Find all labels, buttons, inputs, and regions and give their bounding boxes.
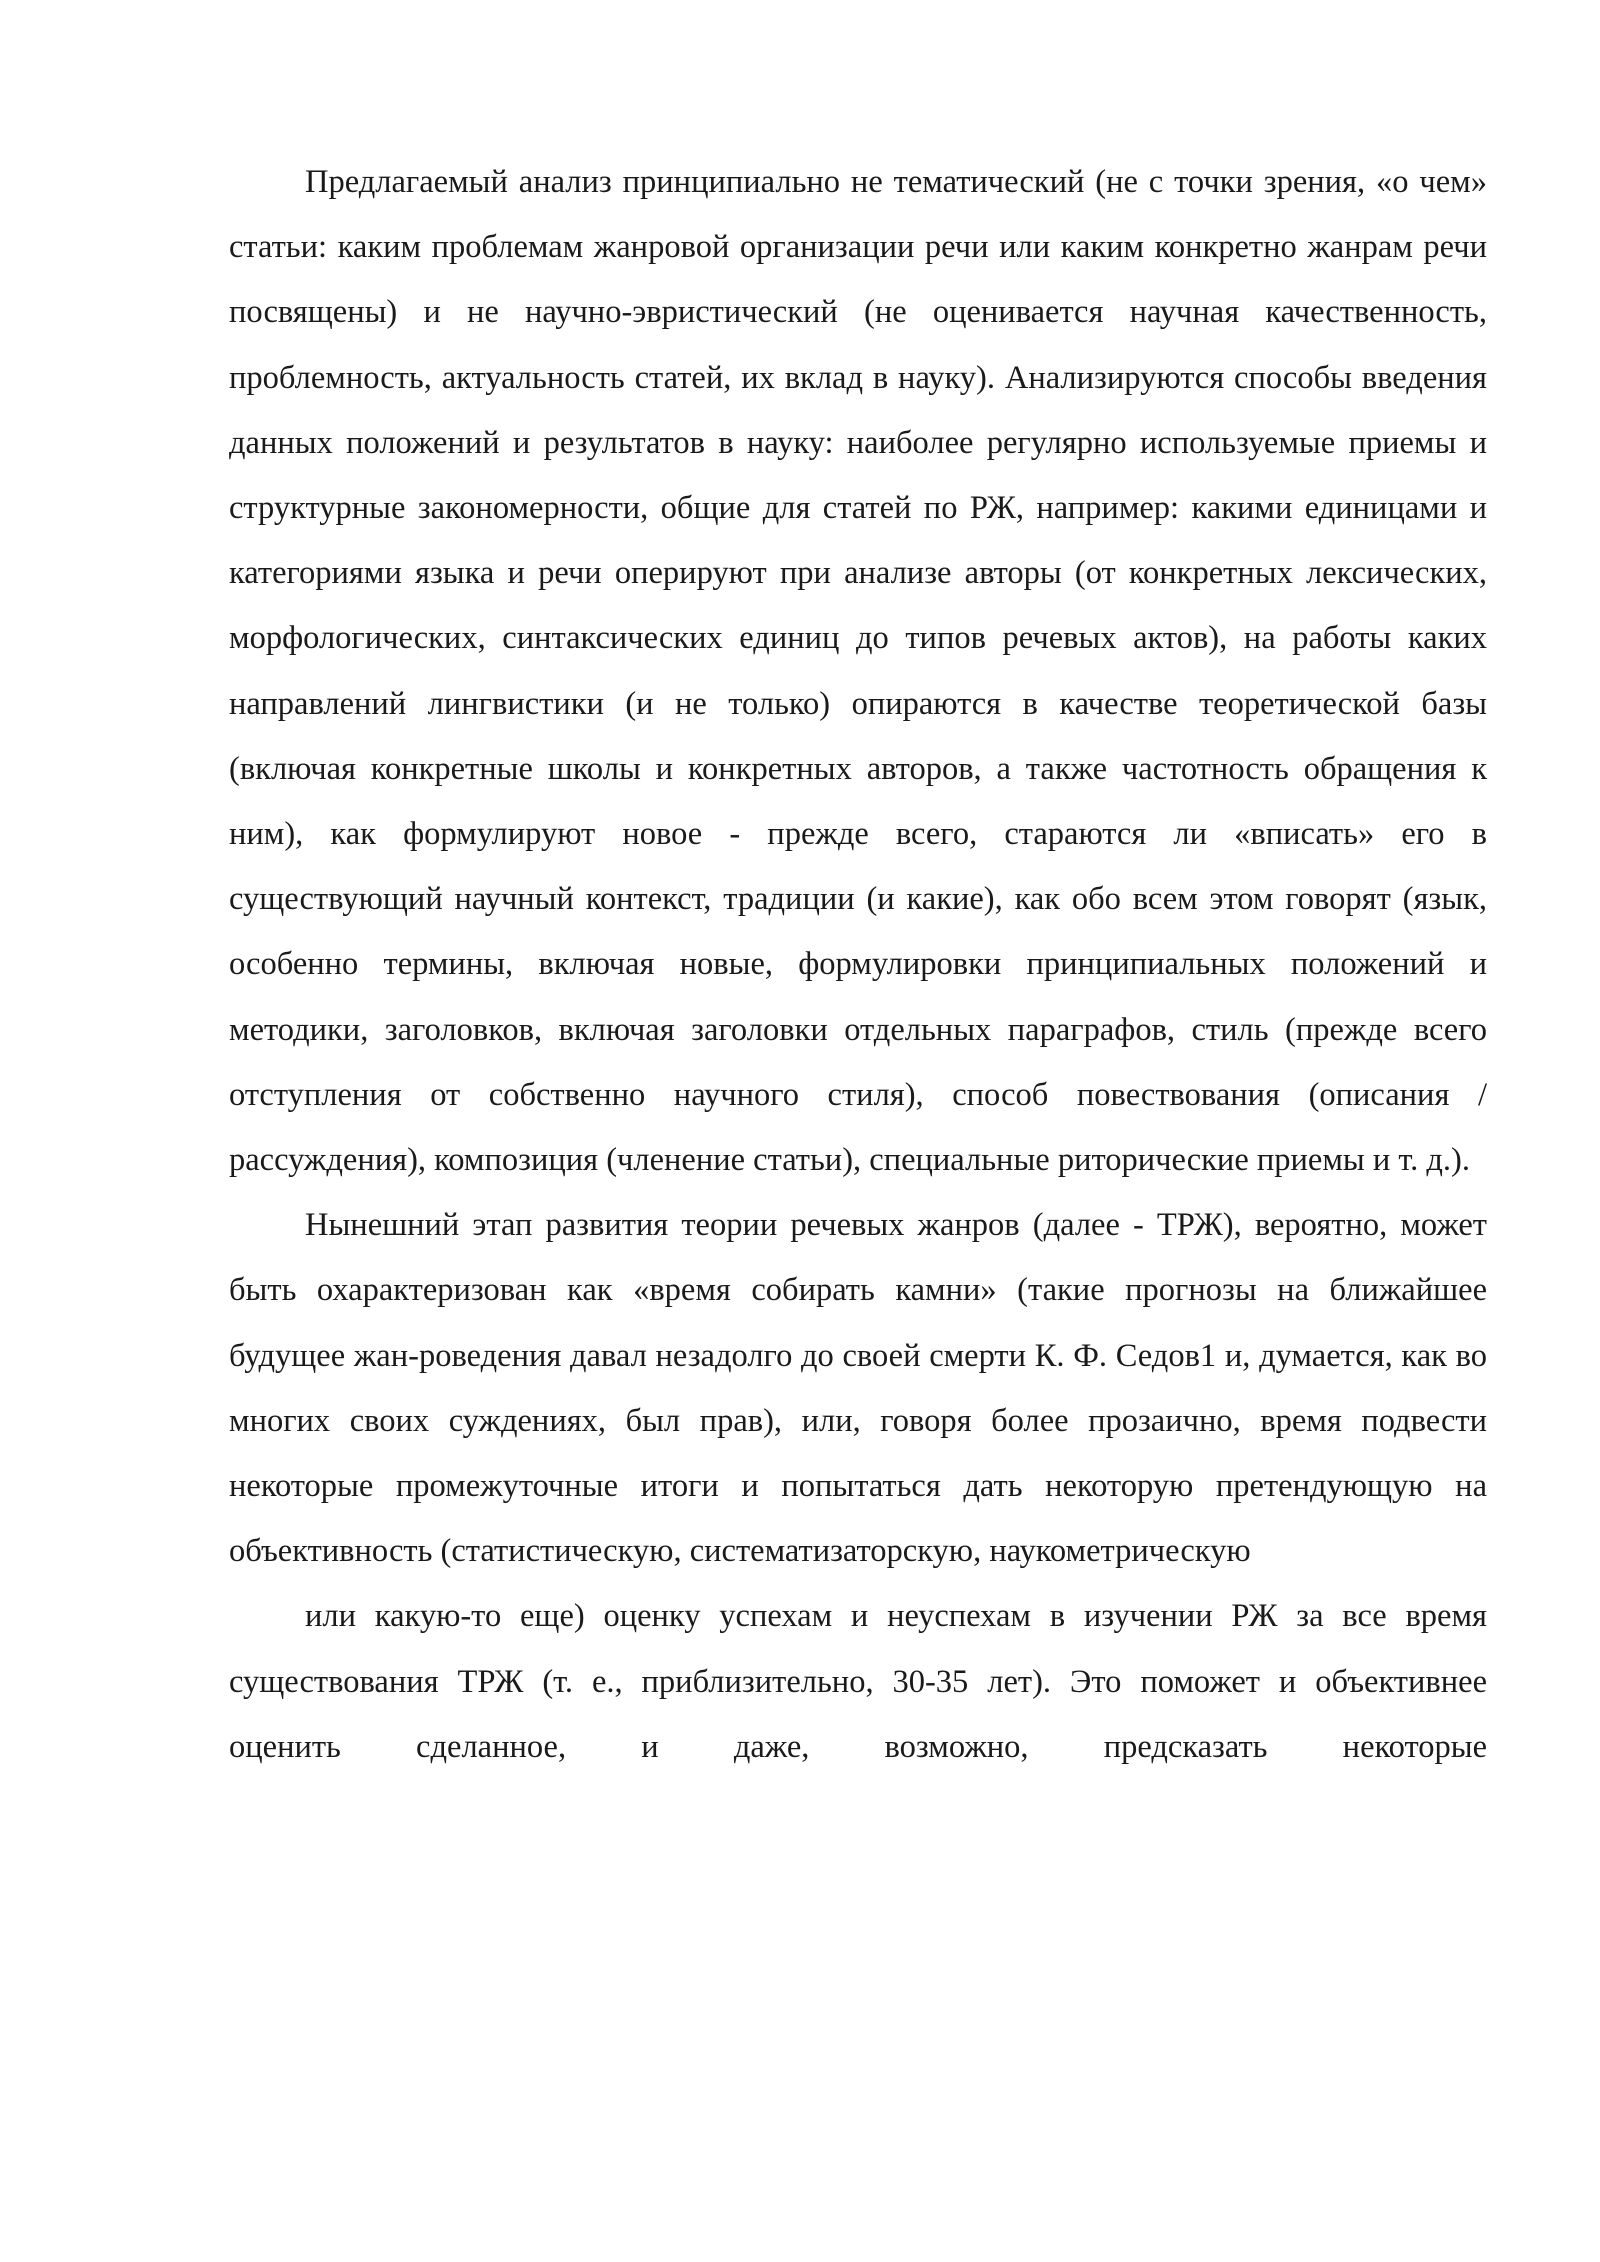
document-body [229,150,1487,1780]
paragraph-analysis-method: Предлагаемый анализ принципиально не тематический (не с точки зрения, «о чем» статьи: каким проблемам жанровой организации речи или каким конкретно жанрам речи посвящены) и не научно-эвристический (не оценивается научная качественность, проблемность, актуальность статей, их вклад в науку). Анализируются способы введения данных положений и результатов в науку: наиболее регулярно используемые приемы и структурные закономерности, общие для статей по РЖ, например: какими единицами и категориями языка и речи оперируют при анализе авторы (от конкретных лексических, морфологических, синтаксических единиц до типов речевых актов), на работы каких направлений лингвистики (и не только) опираются в качестве теоретической базы (включая конкретные школы и конкретных авторов, а также частотность обращения к ним), как формулируют новое - прежде всего, стараются ли «вписать» его в существующий научный контекст, традиции (и какие), как обо всем этом говорят (язык, особенно термины, включая новые, формулировки принципиальных положений и методики, заголовков, включая заголовки отдельных параграфов, стиль (прежде всего отступления от собственно научного стиля), способ повествования (описания / рассуждения), композиция (членение статьи), специальные риторические приемы и т. д.). [229,164,1487,1179]
paragraph-current-stage: Нынешний этап развития теории речевых жанров (далее - ТРЖ), вероятно, может быть охарактеризован как «время собирать камни» (такие прогнозы на ближайшее будущее жан-роведения давал незадолго до своей смерти К. Ф. Седов1 и, думается, как во многих своих суждениях, был прав), или, говоря более прозаично, время подвести некоторые промежуточные итоги и попытаться дать некоторую претендующую на объективность (статистическую, систематизаторскую, наукометрическую [229,1207,1487,1570]
paragraph-evaluation: или какую-то еще) оценку успехам и неуспехам в изучении РЖ за все время существования ТРЖ (т. е., приблизительно, 30-35 лет). Это поможет и объективнее оценить сделанное, и даже, возможно, предсказать некоторые [229,1598,1487,1765]
